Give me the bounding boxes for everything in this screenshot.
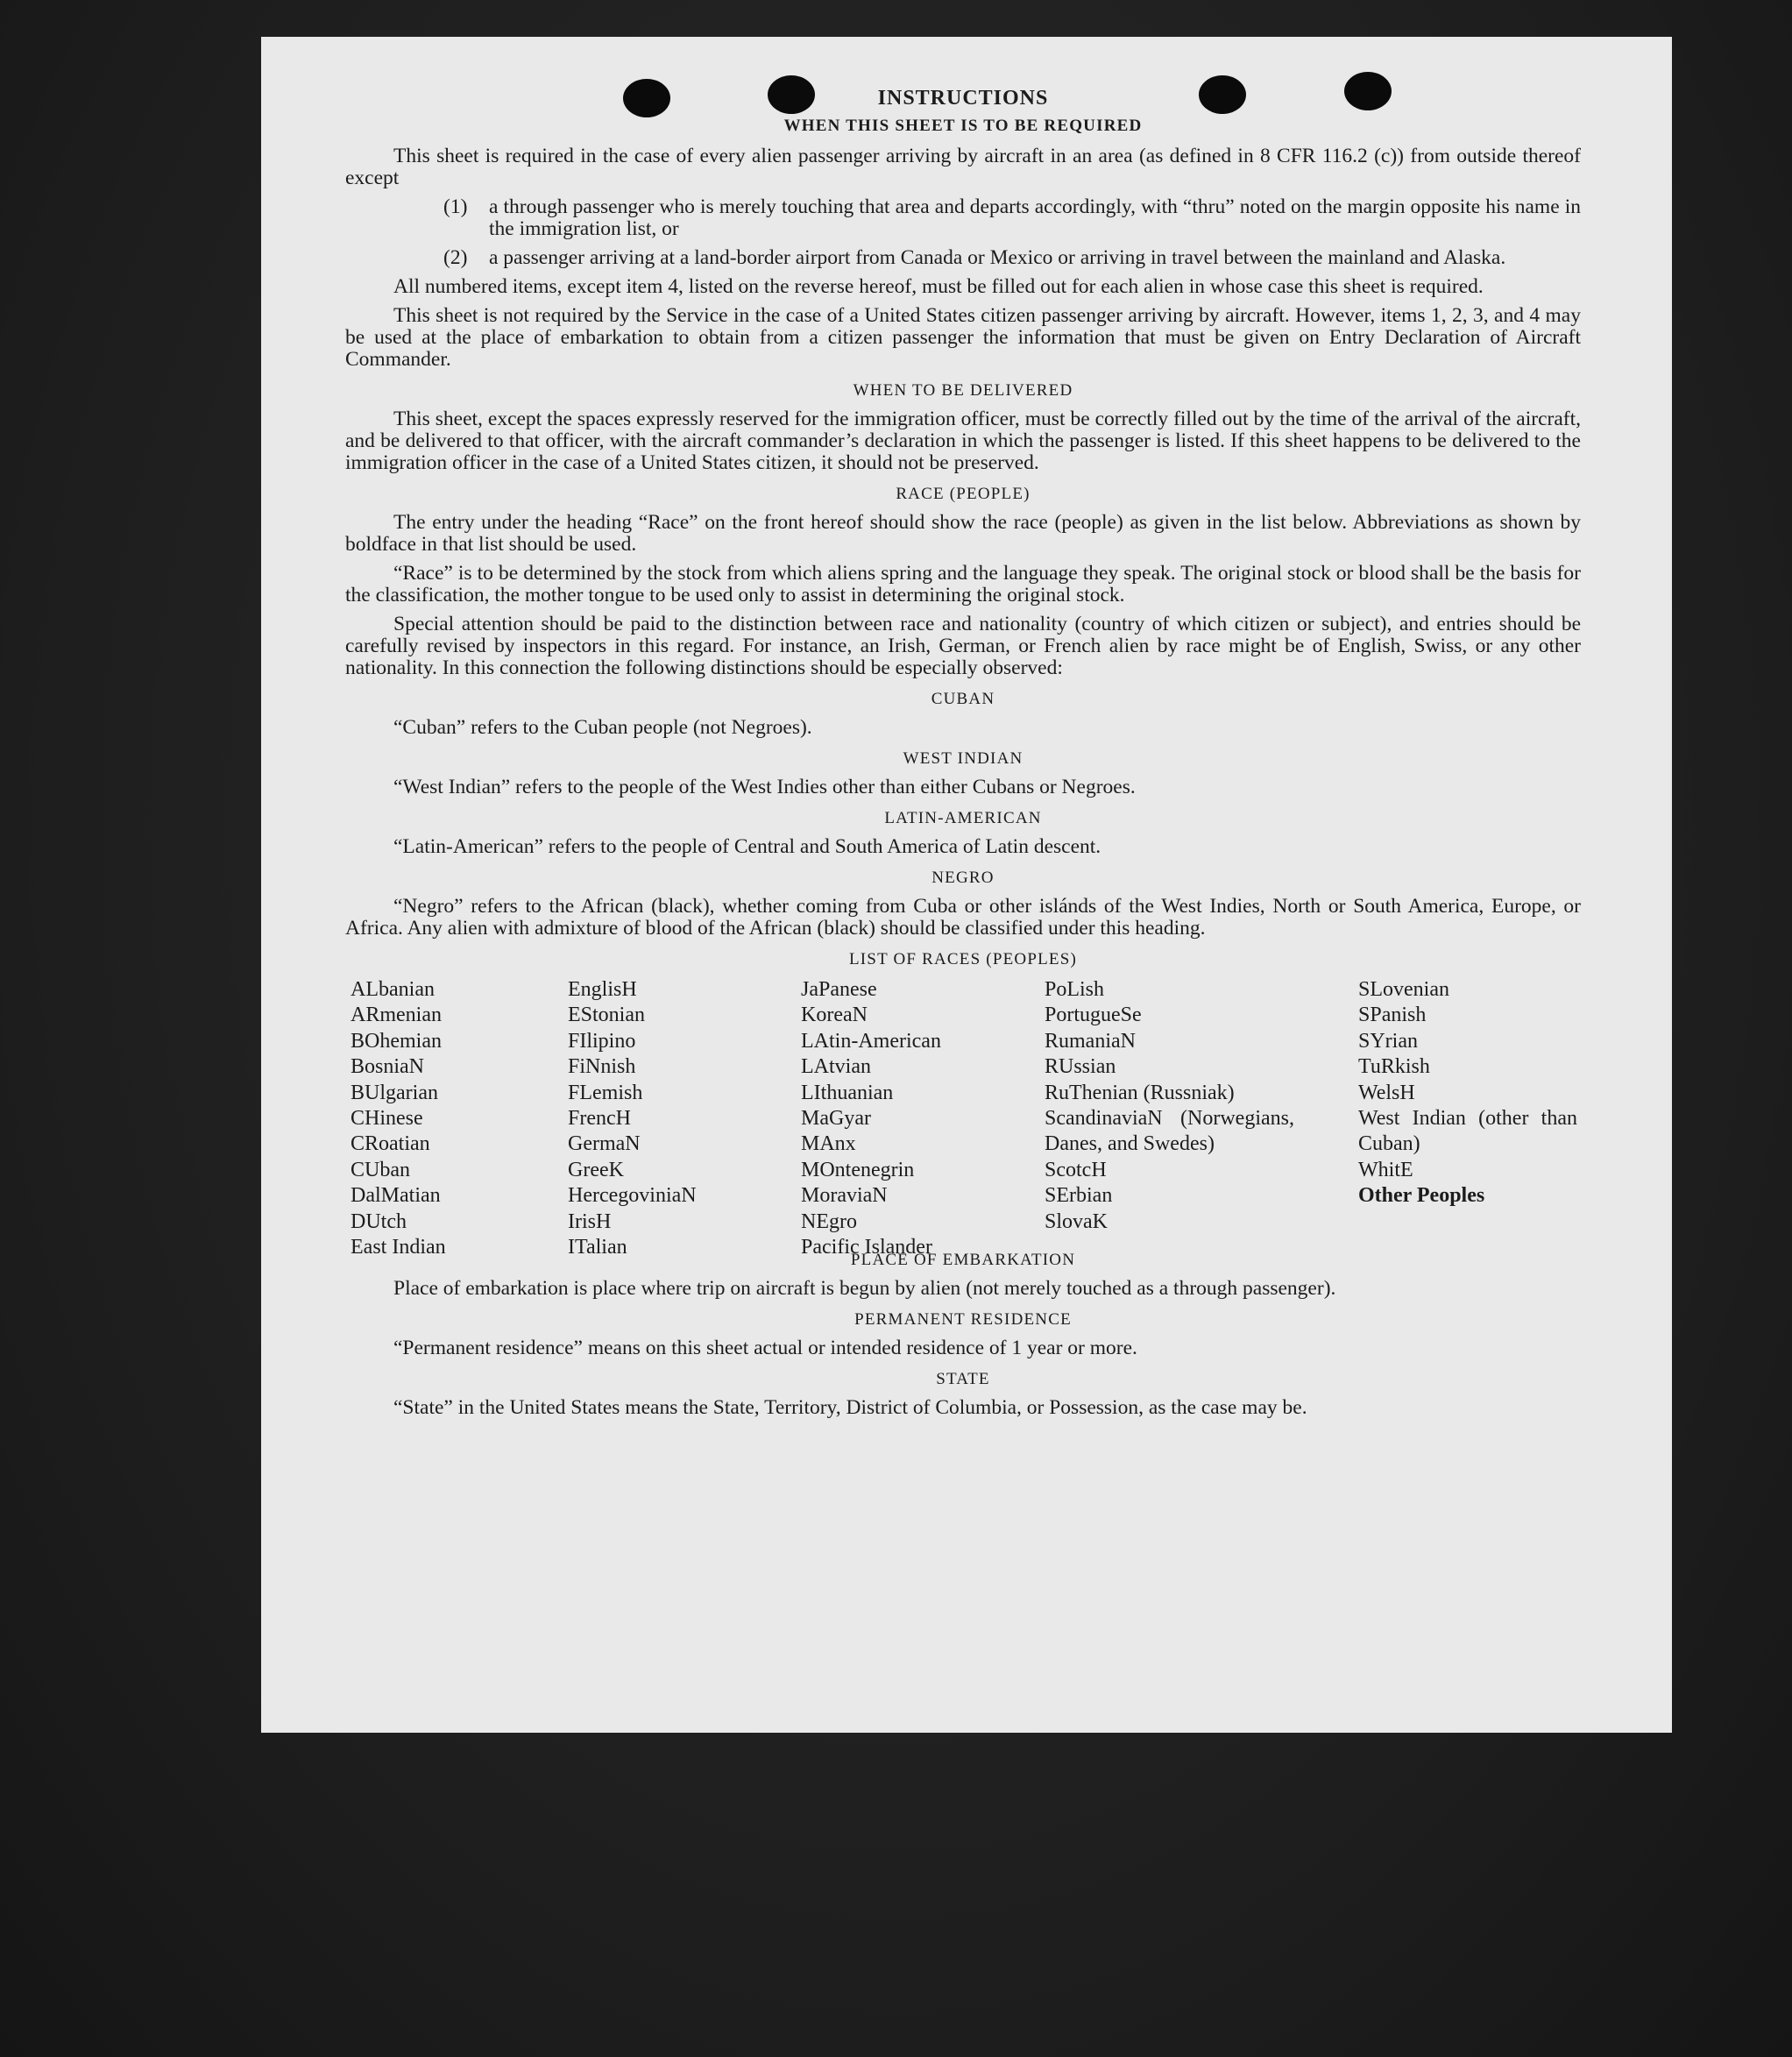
race-entry: Other Peoples (1358, 1184, 1485, 1208)
race-entry: KoreaN (801, 1004, 868, 1027)
race-entry: TuRkish (1358, 1055, 1430, 1079)
race-entry: ITalian (568, 1236, 627, 1259)
race-entry: WhitE (1358, 1158, 1413, 1181)
paragraph: “West Indian” refers to the people of the West Indies other than either Cubans or Negroes. (393, 776, 1136, 798)
paragraph: All numbered items, except item 4, listed on the reverse hereof, must be filled out for each alien in whose case this sheet is required. (393, 275, 1484, 298)
race-entry: JaPanese (801, 978, 877, 1001)
race-entry: LAtvian (801, 1055, 871, 1079)
race-entry: West Indian (other than Cuban) (1358, 1107, 1577, 1156)
document-body (345, 88, 1581, 1426)
race-entry: PortugueSe (1045, 1004, 1142, 1027)
race-entry: BUlgarian (351, 1081, 438, 1104)
race-entry: LAtin-American (801, 1029, 941, 1053)
item-text: a through passenger who is merely touching that area and departs accordingly, with “thru” noted on the margin opposite his name in the immigration list, or (489, 195, 1581, 240)
page-title: INSTRUCTIONS (877, 87, 1049, 110)
race-column (801, 977, 941, 1260)
race-entry: CUban (351, 1158, 410, 1181)
section-heading: RACE (PEOPLE) (896, 485, 1031, 503)
item-number: (2) (443, 246, 468, 269)
race-list (345, 977, 1581, 1259)
paragraph: “Cuban” refers to the Cuban people (not Negroes). (393, 716, 812, 739)
paragraph: This sheet, except the spaces expressly reserved for the immigration officer, must be correctly filled out by the time of the arrival of the aircraft, and be delivered to that officer, with the aircraft commander’s declaration in which the passenger is listed. If this sheet happens to be delivered to the immigration officer in the case of a United States citizen, it should not be preserved. (345, 408, 1581, 474)
paragraph: This sheet is required in the case of every alien passenger arriving by aircraft in an area (as defined in 8 CFR 116.2 (c)) from outside thereof except (345, 145, 1581, 189)
paragraph: Place of embarkation is place where trip on aircraft is begun by alien (not merely touched as a through passenger). (393, 1277, 1336, 1300)
race-entry: MOntenegrin (801, 1158, 915, 1181)
race-column (1045, 977, 1294, 1235)
section-heading: PERMANENT RESIDENCE (854, 1310, 1072, 1329)
section-heading: LIST OF RACES (PEOPLES) (848, 950, 1078, 968)
race-entry: RuThenian (Russniak) (1045, 1081, 1235, 1104)
race-entry: MoraviaN (801, 1184, 888, 1208)
race-entry: CHinese (351, 1107, 423, 1131)
race-entry: RumaniaN (1045, 1029, 1136, 1053)
section-heading: PLACE OF EMBARKATION (850, 1251, 1076, 1269)
race-entry: ScotcH (1045, 1158, 1107, 1181)
race-entry: MAnx (801, 1132, 856, 1156)
race-entry: BosniaN (351, 1055, 424, 1079)
race-entry: WelsH (1358, 1081, 1415, 1104)
race-entry: FiNnish (568, 1055, 636, 1079)
race-entry: FIlipino (568, 1029, 636, 1053)
race-entry: ALbanian (351, 978, 435, 1001)
race-entry: SlovaK (1045, 1209, 1108, 1233)
paragraph: The entry under the heading “Race” on the front hereof should show the race (people) as given in the list below. Abbreviations as shown by boldface in that list should be used. (345, 511, 1581, 556)
race-entry: EStonian (568, 1004, 645, 1027)
race-entry: IrisH (568, 1209, 612, 1233)
race-entry: ScandinaviaN (Norwegians, Danes, and Swedes) (1045, 1107, 1294, 1156)
list-item (345, 196, 1581, 240)
race-entry: GermaN (568, 1132, 641, 1156)
race-column (1358, 977, 1577, 1209)
race-entry: PoLish (1045, 978, 1105, 1001)
section-heading: WHEN TO BE DELIVERED (853, 381, 1073, 400)
list-item (345, 247, 1581, 269)
race-entry: SYrian (1358, 1029, 1418, 1053)
race-entry: East Indian (351, 1236, 446, 1259)
race-entry: FrencH (568, 1107, 631, 1131)
race-entry: EnglisH (568, 978, 637, 1001)
race-entry: RUssian (1045, 1055, 1116, 1079)
race-entry: HercegoviniaN (568, 1184, 697, 1208)
race-entry: DUtch (351, 1209, 407, 1233)
section-heading: LATIN-AMERICAN (884, 809, 1042, 827)
section-heading: STATE (936, 1370, 990, 1388)
race-entry: SLovenian (1358, 978, 1449, 1001)
race-entry: ARmenian (351, 1004, 442, 1027)
race-column (568, 977, 697, 1260)
race-entry: DalMatian (351, 1184, 441, 1208)
paragraph: Special attention should be paid to the distinction between race and nationality (country of which citizen or subject), and entries should be carefully revised by inspectors in this regard. For instance, an Irish, German, or French alien by race might be of English, Swiss, or any other nationality. In this connection the following distinctions should be especially observed: (345, 613, 1581, 679)
race-entry: CRoatian (351, 1132, 430, 1156)
race-entry: SErbian (1045, 1184, 1113, 1208)
race-entry: NEgro (801, 1209, 857, 1233)
race-entry: Pacific Islander (801, 1236, 932, 1259)
race-entry: GreeK (568, 1158, 624, 1181)
race-entry: LIthuanian (801, 1081, 894, 1104)
section-heading: CUBAN (931, 690, 995, 708)
section-heading: WHEN THIS SHEET IS TO BE REQUIRED (783, 117, 1143, 135)
paragraph: “Latin-American” refers to the people of Central and South America of Latin descent. (393, 835, 1101, 858)
section-heading: WEST INDIAN (903, 749, 1023, 768)
paragraph: “Race” is to be determined by the stock from which aliens spring and the language they speak. The original stock or blood shall be the basis for the classification, the mother tongue to be used only to assist in determining the original stock. (345, 562, 1581, 606)
race-entry: SPanish (1358, 1004, 1427, 1027)
race-entry: FLemish (568, 1081, 643, 1104)
paragraph: This sheet is not required by the Service in the case of a United States citizen passenger arriving by aircraft. However, items 1, 2, 3, and 4 may be used at the place of embarkation to obtain from a citizen passenger the information that must be given on Entry Declaration of Aircraft Commander. (345, 304, 1581, 371)
paragraph: “State” in the United States means the State, Territory, District of Columbia, or Possession, as the case may be. (393, 1396, 1307, 1419)
race-entry: BOhemian (351, 1029, 442, 1053)
paragraph: “Permanent residence” means on this sheet actual or intended residence of 1 year or more. (393, 1337, 1137, 1359)
race-entry: MaGyar (801, 1107, 871, 1131)
section-heading: NEGRO (931, 869, 995, 887)
paragraph: “Negro” refers to the African (black), whether coming from Cuba or other islánds of the West Indies, North or South America, Europe, or Africa. Any alien with admixture of blood of the African (black) should be classified under this heading. (345, 895, 1581, 940)
race-column (351, 977, 446, 1260)
item-text: a passenger arriving at a land-border airport from Canada or Mexico or arriving in travel between the mainland and Alaska. (489, 246, 1506, 269)
item-number: (1) (443, 195, 468, 218)
instruction-sheet (261, 37, 1672, 1733)
